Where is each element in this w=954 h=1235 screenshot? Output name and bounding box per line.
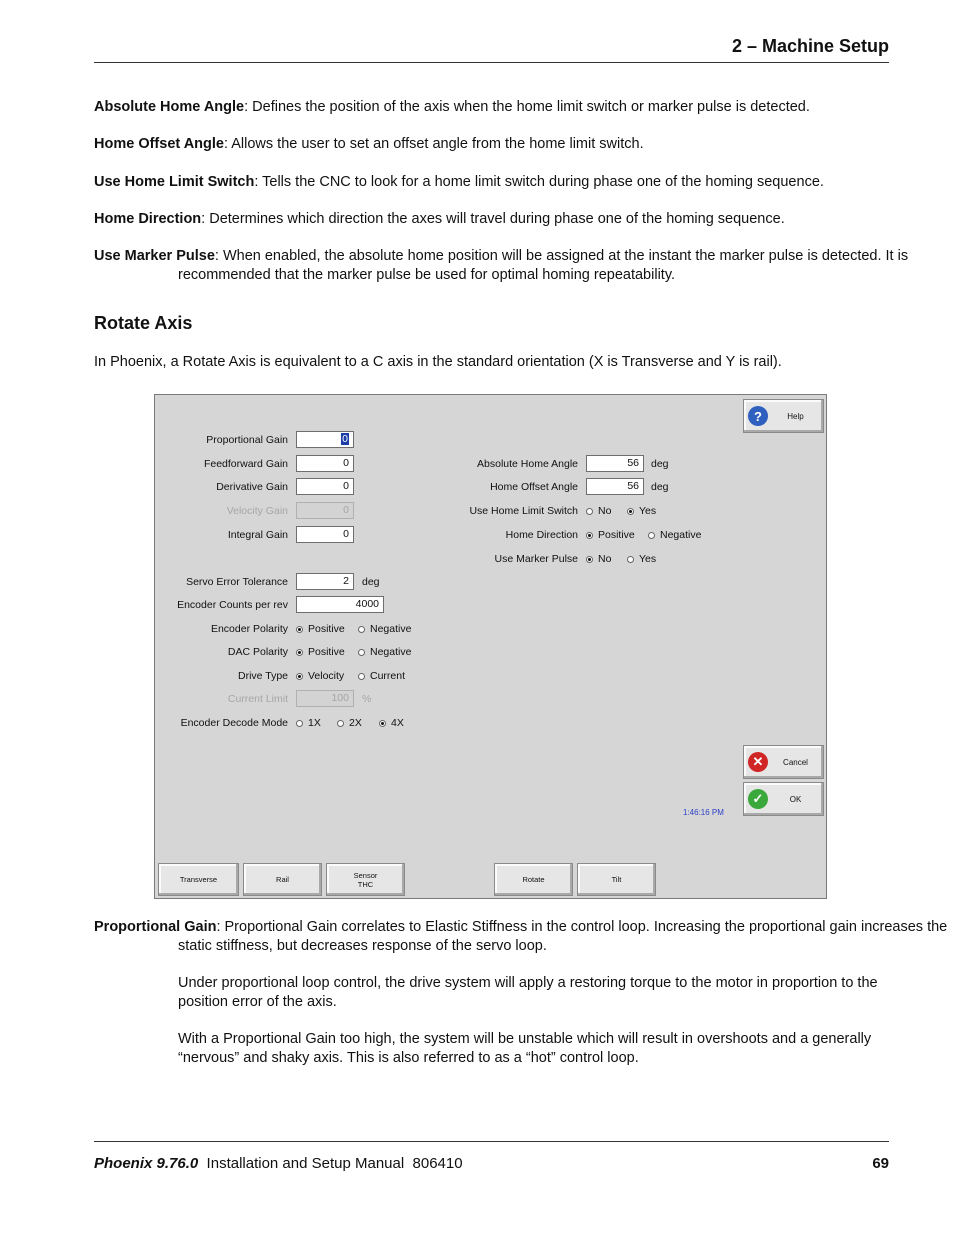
- definition: : Allows the user to set an offset angle from the home limit switch.: [223, 136, 644, 152]
- decode-mode-4x[interactable]: [379, 717, 404, 729]
- dac-polarity-negative[interactable]: [358, 646, 411, 658]
- radio-label: No: [598, 553, 612, 565]
- abs-home-angle-label: Absolute Home Angle: [477, 458, 578, 470]
- radio-label: Negative: [370, 646, 412, 658]
- radio-icon: [358, 626, 365, 633]
- derivative-gain-field[interactable]: 0: [296, 478, 354, 495]
- encoder-counts-field[interactable]: 4000: [296, 596, 384, 613]
- page-number: 69: [872, 1155, 889, 1172]
- home-direction-label: Home Direction: [505, 529, 578, 541]
- radio-icon: [358, 649, 365, 656]
- tab-transverse[interactable]: Transverse: [158, 863, 239, 896]
- clock-time: 1:46:16 PM: [683, 808, 724, 817]
- tab-label-line1: Sensor: [353, 870, 378, 880]
- def-use-home-limit-switch: [94, 173, 894, 192]
- radio-icon: [627, 508, 634, 515]
- tab-rotate[interactable]: Rotate: [494, 863, 573, 896]
- prop-gain-paragraph-2: Under proportional loop control, the drive system will apply a restoring torque to the motor in proportion to the position error of the axis.: [178, 975, 878, 1010]
- proportional-gain-label: Proportional Gain: [206, 434, 288, 446]
- home-offset-angle-label: Home Offset Angle: [490, 481, 578, 493]
- decode-mode-2x[interactable]: [337, 717, 362, 729]
- definition: : Defines the position of the axis when the home limit switch or marker pulse is detected.: [244, 99, 810, 115]
- help-button[interactable]: [743, 399, 824, 433]
- def-absolute-home-angle: [94, 98, 894, 117]
- use-marker-pulse-label: Use Marker Pulse: [494, 553, 578, 565]
- radio-label: Positive: [308, 623, 345, 635]
- current-limit-field: 100: [296, 690, 354, 707]
- selected-value: 0: [342, 433, 348, 445]
- derivative-gain-label: Derivative Gain: [216, 481, 288, 493]
- footer: [94, 1155, 889, 1172]
- radio-label: Positive: [308, 646, 345, 658]
- definition: : When enabled, the absolute home position will be assigned at the instant the marker pulse is detected. It is recommended that the marker pulse be used for optimal homing repeatability.: [178, 248, 909, 283]
- radio-icon: [296, 626, 303, 633]
- radio-label: Current: [370, 670, 406, 682]
- radio-icon: [627, 556, 634, 563]
- checkmark-icon: ✓: [748, 789, 768, 809]
- radio-label: Yes: [639, 505, 657, 517]
- definition: : Tells the CNC to look for a home limit switch during phase one of the homing sequence.: [254, 174, 824, 190]
- radio-icon: [296, 720, 303, 727]
- cancel-button-label: Cancel: [783, 757, 808, 767]
- def-proportional-gain: [94, 918, 954, 956]
- feedforward-gain-field[interactable]: 0: [296, 455, 354, 472]
- use-home-limit-label: Use Home Limit Switch: [469, 505, 578, 517]
- tab-rail[interactable]: Rail: [243, 863, 322, 896]
- use-marker-pulse-no[interactable]: [586, 553, 611, 565]
- velocity-gain-field: 0: [296, 502, 354, 519]
- definition: : Determines which direction the axes will travel during phase one of the homing sequence.: [201, 211, 785, 227]
- servo-error-field[interactable]: 2: [296, 573, 354, 590]
- home-direction-negative[interactable]: [648, 529, 701, 541]
- radio-label: Velocity: [308, 670, 345, 682]
- product-name: Phoenix 9.76.0: [94, 1155, 199, 1172]
- use-marker-pulse-yes[interactable]: [627, 553, 656, 565]
- prop-gain-paragraph-3: With a Proportional Gain too high, the system will be unstable which will result in overshoots and a generally “nervous” and shaky axis. This is also referred to as a “hot” control loop.: [178, 1031, 872, 1066]
- decode-mode-label: Encoder Decode Mode: [180, 717, 288, 729]
- radio-icon: [379, 720, 386, 727]
- tab-sensor-thc-label: [354, 871, 378, 889]
- footer-rule: [94, 1141, 889, 1142]
- abs-home-angle-unit: deg: [651, 458, 669, 470]
- radio-icon: [358, 673, 365, 680]
- decode-mode-1x[interactable]: [296, 717, 321, 729]
- radio-icon: [648, 532, 655, 539]
- encoder-counts-label: Encoder Counts per rev: [177, 599, 288, 611]
- ok-button[interactable]: [743, 782, 824, 816]
- radio-label: Positive: [598, 529, 635, 541]
- tab-sensor-thc[interactable]: [326, 863, 405, 896]
- term: Use Marker Pulse: [94, 248, 215, 264]
- encoder-polarity-positive[interactable]: [296, 623, 345, 635]
- encoder-polarity-negative[interactable]: [358, 623, 411, 635]
- servo-error-label: Servo Error Tolerance: [186, 576, 288, 588]
- current-limit-label: Current Limit: [227, 693, 288, 705]
- def-use-marker-pulse: [94, 247, 948, 285]
- home-offset-angle-field[interactable]: 56: [586, 478, 644, 495]
- dac-polarity-positive[interactable]: [296, 646, 345, 658]
- feedforward-gain-label: Feedforward Gain: [203, 458, 288, 470]
- radio-icon: [296, 673, 303, 680]
- section-intro: In Phoenix, a Rotate Axis is equivalent to a C axis in the standard orientation (X is Transverse and Y is rail).: [94, 354, 782, 370]
- velocity-gain-label: Velocity Gain: [226, 505, 288, 517]
- term: Use Home Limit Switch: [94, 174, 255, 190]
- radio-label: Negative: [370, 623, 412, 635]
- def-home-offset-angle: [94, 135, 894, 154]
- term: Absolute Home Angle: [94, 99, 245, 115]
- radio-icon: [586, 556, 593, 563]
- radio-icon: [586, 508, 593, 515]
- radio-label: 4X: [391, 717, 404, 729]
- radio-label: 2X: [349, 717, 362, 729]
- radio-icon: [337, 720, 344, 727]
- drive-type-label: Drive Type: [238, 670, 288, 682]
- integral-gain-label: Integral Gain: [227, 529, 288, 541]
- drive-type-velocity[interactable]: [296, 670, 344, 682]
- dac-polarity-label: DAC Polarity: [227, 646, 288, 658]
- radio-label: Negative: [660, 529, 702, 541]
- use-home-limit-yes[interactable]: [627, 505, 656, 517]
- ok-button-label: OK: [789, 794, 802, 804]
- cancel-button[interactable]: [743, 745, 824, 779]
- radio-icon: [296, 649, 303, 656]
- term: Proportional Gain: [94, 919, 217, 935]
- def-home-direction: [94, 210, 894, 229]
- term: Home Offset Angle: [94, 136, 224, 152]
- home-offset-angle-unit: deg: [651, 481, 669, 493]
- servo-error-unit: deg: [362, 576, 380, 588]
- definition: : Proportional Gain correlates to Elastic Stiffness in the control loop. Increasing the proportional gain increases the static stiffness, but decreases response of the servo loop.: [178, 919, 948, 954]
- tab-label-line2: THC: [357, 879, 374, 889]
- close-icon: ✕: [748, 752, 768, 772]
- use-home-limit-no[interactable]: [586, 505, 611, 517]
- abs-home-angle-field[interactable]: 56: [586, 455, 644, 472]
- radio-icon: [586, 532, 593, 539]
- proportional-gain-field[interactable]: [296, 431, 354, 448]
- chapter-header: 2 – Machine Setup: [731, 36, 889, 56]
- section-title: Rotate Axis: [94, 313, 193, 333]
- tab-tilt[interactable]: Tilt: [577, 863, 656, 896]
- help-button-label: Help: [787, 411, 804, 421]
- encoder-polarity-label: Encoder Polarity: [210, 623, 288, 635]
- home-direction-positive[interactable]: [586, 529, 635, 541]
- drive-type-current[interactable]: [358, 670, 405, 682]
- current-limit-unit: %: [362, 693, 372, 705]
- header-rule: [94, 62, 889, 63]
- integral-gain-field[interactable]: 0: [296, 526, 354, 543]
- term: Home Direction: [94, 211, 202, 227]
- radio-label: Yes: [639, 553, 657, 565]
- help-icon: ?: [748, 406, 768, 426]
- axis-setup-screen: [154, 394, 827, 899]
- manual-title: Installation and Setup Manual 806410: [198, 1155, 463, 1172]
- radio-label: 1X: [308, 717, 321, 729]
- radio-label: No: [598, 505, 612, 517]
